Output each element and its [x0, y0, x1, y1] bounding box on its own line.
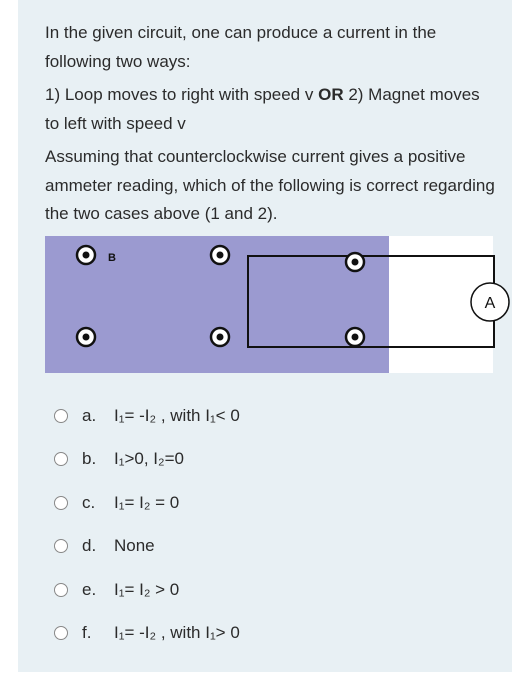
question-text	[45, 19, 495, 229]
radio-button[interactable]	[54, 409, 68, 423]
question-line-2	[45, 81, 495, 138]
option-letter: a.	[82, 405, 97, 425]
radio-button[interactable]	[54, 583, 68, 597]
circuit-figure	[45, 236, 496, 373]
radio-button[interactable]	[54, 496, 68, 510]
field-label: B	[108, 252, 116, 264]
option-letter: b.	[82, 449, 97, 469]
answer-options	[54, 394, 494, 655]
option-letter: e.	[82, 579, 97, 599]
option-letter: f.	[82, 623, 92, 643]
option-text: I₁= -I₂ , with I₁< 0	[114, 405, 240, 425]
option-a[interactable]	[54, 394, 494, 438]
option-letter: d.	[82, 536, 97, 556]
field-dot-icon	[211, 246, 229, 264]
field-dot-icon	[346, 253, 364, 271]
option-text: I₁= I₂ > 0	[114, 579, 180, 599]
circuit-diagram	[45, 236, 496, 373]
radio-button[interactable]	[54, 539, 68, 553]
option-text: I₁>0, I₂=0	[114, 449, 184, 469]
field-dot-icon	[77, 328, 95, 346]
question-line-2a: 1) Loop moves to right with speed v	[45, 85, 319, 104]
question-line-3: Assuming that counterclockwise current gives a positive ammeter reading, which of the following is correct regarding the two cases above (1 and 2).	[45, 147, 495, 223]
radio-button[interactable]	[54, 452, 68, 466]
option-text: None	[114, 536, 155, 556]
loop-wire	[248, 256, 494, 347]
field-dot-icon	[346, 328, 364, 346]
option-e[interactable]	[54, 568, 494, 612]
field-dot-icon	[211, 328, 229, 346]
option-c[interactable]	[54, 481, 494, 525]
question-card	[18, 0, 512, 672]
option-f[interactable]	[54, 612, 494, 656]
option-text: I₁= -I₂ , with I₁> 0	[114, 623, 240, 643]
question-line-2b: OR	[318, 85, 344, 104]
option-text: I₁= I₂ = 0	[114, 492, 180, 512]
field-dot-icon	[77, 246, 95, 264]
option-d[interactable]	[54, 525, 494, 569]
option-b[interactable]	[54, 438, 494, 482]
question-line-2c: 2) Magnet moves to left with speed v	[45, 85, 480, 133]
question-line-1: In the given circuit, one can produce a current in the following two ways:	[45, 23, 437, 71]
ammeter-label: A	[484, 295, 496, 312]
option-letter: c.	[82, 492, 96, 512]
radio-button[interactable]	[54, 626, 68, 640]
